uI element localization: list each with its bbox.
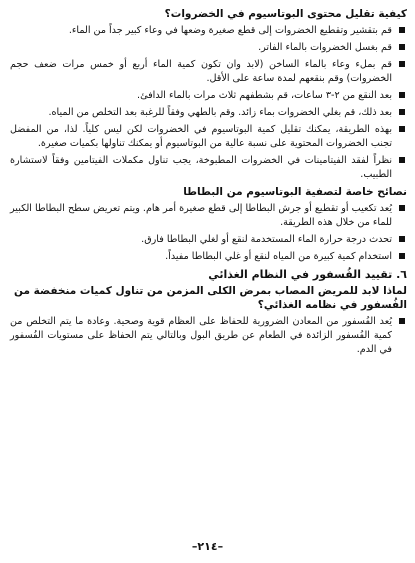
list-item: قم بتقشير وتقطيع الخضروات إلى قطع صغيرة وضعها في وعاء كبير جداً من الماء. xyxy=(10,24,407,38)
section-title-phosphorus: ٦. تقييد الفُسفور في النظام الغذائي xyxy=(208,268,407,281)
bullet-icon xyxy=(399,236,405,242)
list-item: تحدث درجة حرارة الماء المستخدمة لنقع أو لغلي البطاطا فارق. xyxy=(10,233,407,247)
list-item: بهذه الطريقة، يمكنك تقليل كمية البوتاسيوم في الخضروات لكن ليس كلياً. لذا، من المفضل تجنب الخضروات المحتوية على نسبة عالية من البوتاسيوم أو يمكنك تناولها بكميات صغيرة. xyxy=(10,123,407,151)
section-heading-phosphorus: لماذا لابد للمريض المصاب بمرض الكلى المزمن من تناول كميات منخفضة من الفُسفور في نظامه الغذائي؟ xyxy=(14,285,407,311)
list-item: قم بملء وعاء بالماء الساخن (لابد وان تكون كمية الماء أربع أو خمس مرات ضعف حجم الخضروات) وقم بنقعهم لمدة ساعة على الأقل. xyxy=(10,58,407,86)
bullet-icon xyxy=(399,253,405,259)
list-item: نظراً لفقد الفيتامينات في الخضروات المطبوخة، يجب تناول مكملات الفيتامين وفقاً لاستشارة الطبيب. xyxy=(10,154,407,182)
bullet-icon xyxy=(399,92,405,98)
bullet-icon xyxy=(399,205,405,211)
list-item: بعد ذلك، قم بغلي الخضروات بماء زائد. وقم بالطهي وفقاً للرغبة بعد التخلص من المياه. xyxy=(10,106,407,120)
bullet-icon xyxy=(399,126,405,132)
page-number: –٢١٤– xyxy=(191,540,224,553)
list-item: بعد النقع من ٢-٣ ساعات، قم بشطفهم ثلاث مرات بالماء الدافئ. xyxy=(10,89,407,103)
bullet-icon xyxy=(399,109,405,115)
vegetables-tips-list xyxy=(10,24,407,182)
potato-tips-list xyxy=(10,202,407,264)
section-heading-vegetables: كيفية تقليل محتوى البوتاسيوم في الخضروات؟ xyxy=(164,8,407,20)
list-item: استخدام كمية كبيرة من المياه لنقع أو غلي البطاطا مفيداً. xyxy=(10,250,407,264)
bullet-icon xyxy=(399,157,405,163)
bullet-icon xyxy=(399,318,405,324)
section-heading-potatoes: نصائح خاصة لتصفية البوتاسيوم من البطاطا xyxy=(183,186,407,198)
list-item: يُعد تكعيب أو تقطيع أو جرش البطاطا إلى قطع صغيرة أمر هام. ويتم تعريض سطح البطاطا الكبير للماء من خلال هذه الطريقة. xyxy=(10,202,407,230)
bullet-icon xyxy=(399,61,405,67)
bullet-icon xyxy=(399,27,405,33)
phosphorus-list xyxy=(10,315,407,357)
list-item: قم بغسل الخضروات بالماء الفاتر. xyxy=(10,41,407,55)
bullet-icon xyxy=(399,44,405,50)
list-item: يُعد الفُسفور من المعادن الضرورية للحفاظ على العظام قوية وصحية. وعادة ما يتم التخلص من كمية الفُسفور الزائدة في الطعام عن طريق البول وبالتالي يتم الحفاظ على مستويات الفُسفور في الدم. xyxy=(10,315,407,357)
